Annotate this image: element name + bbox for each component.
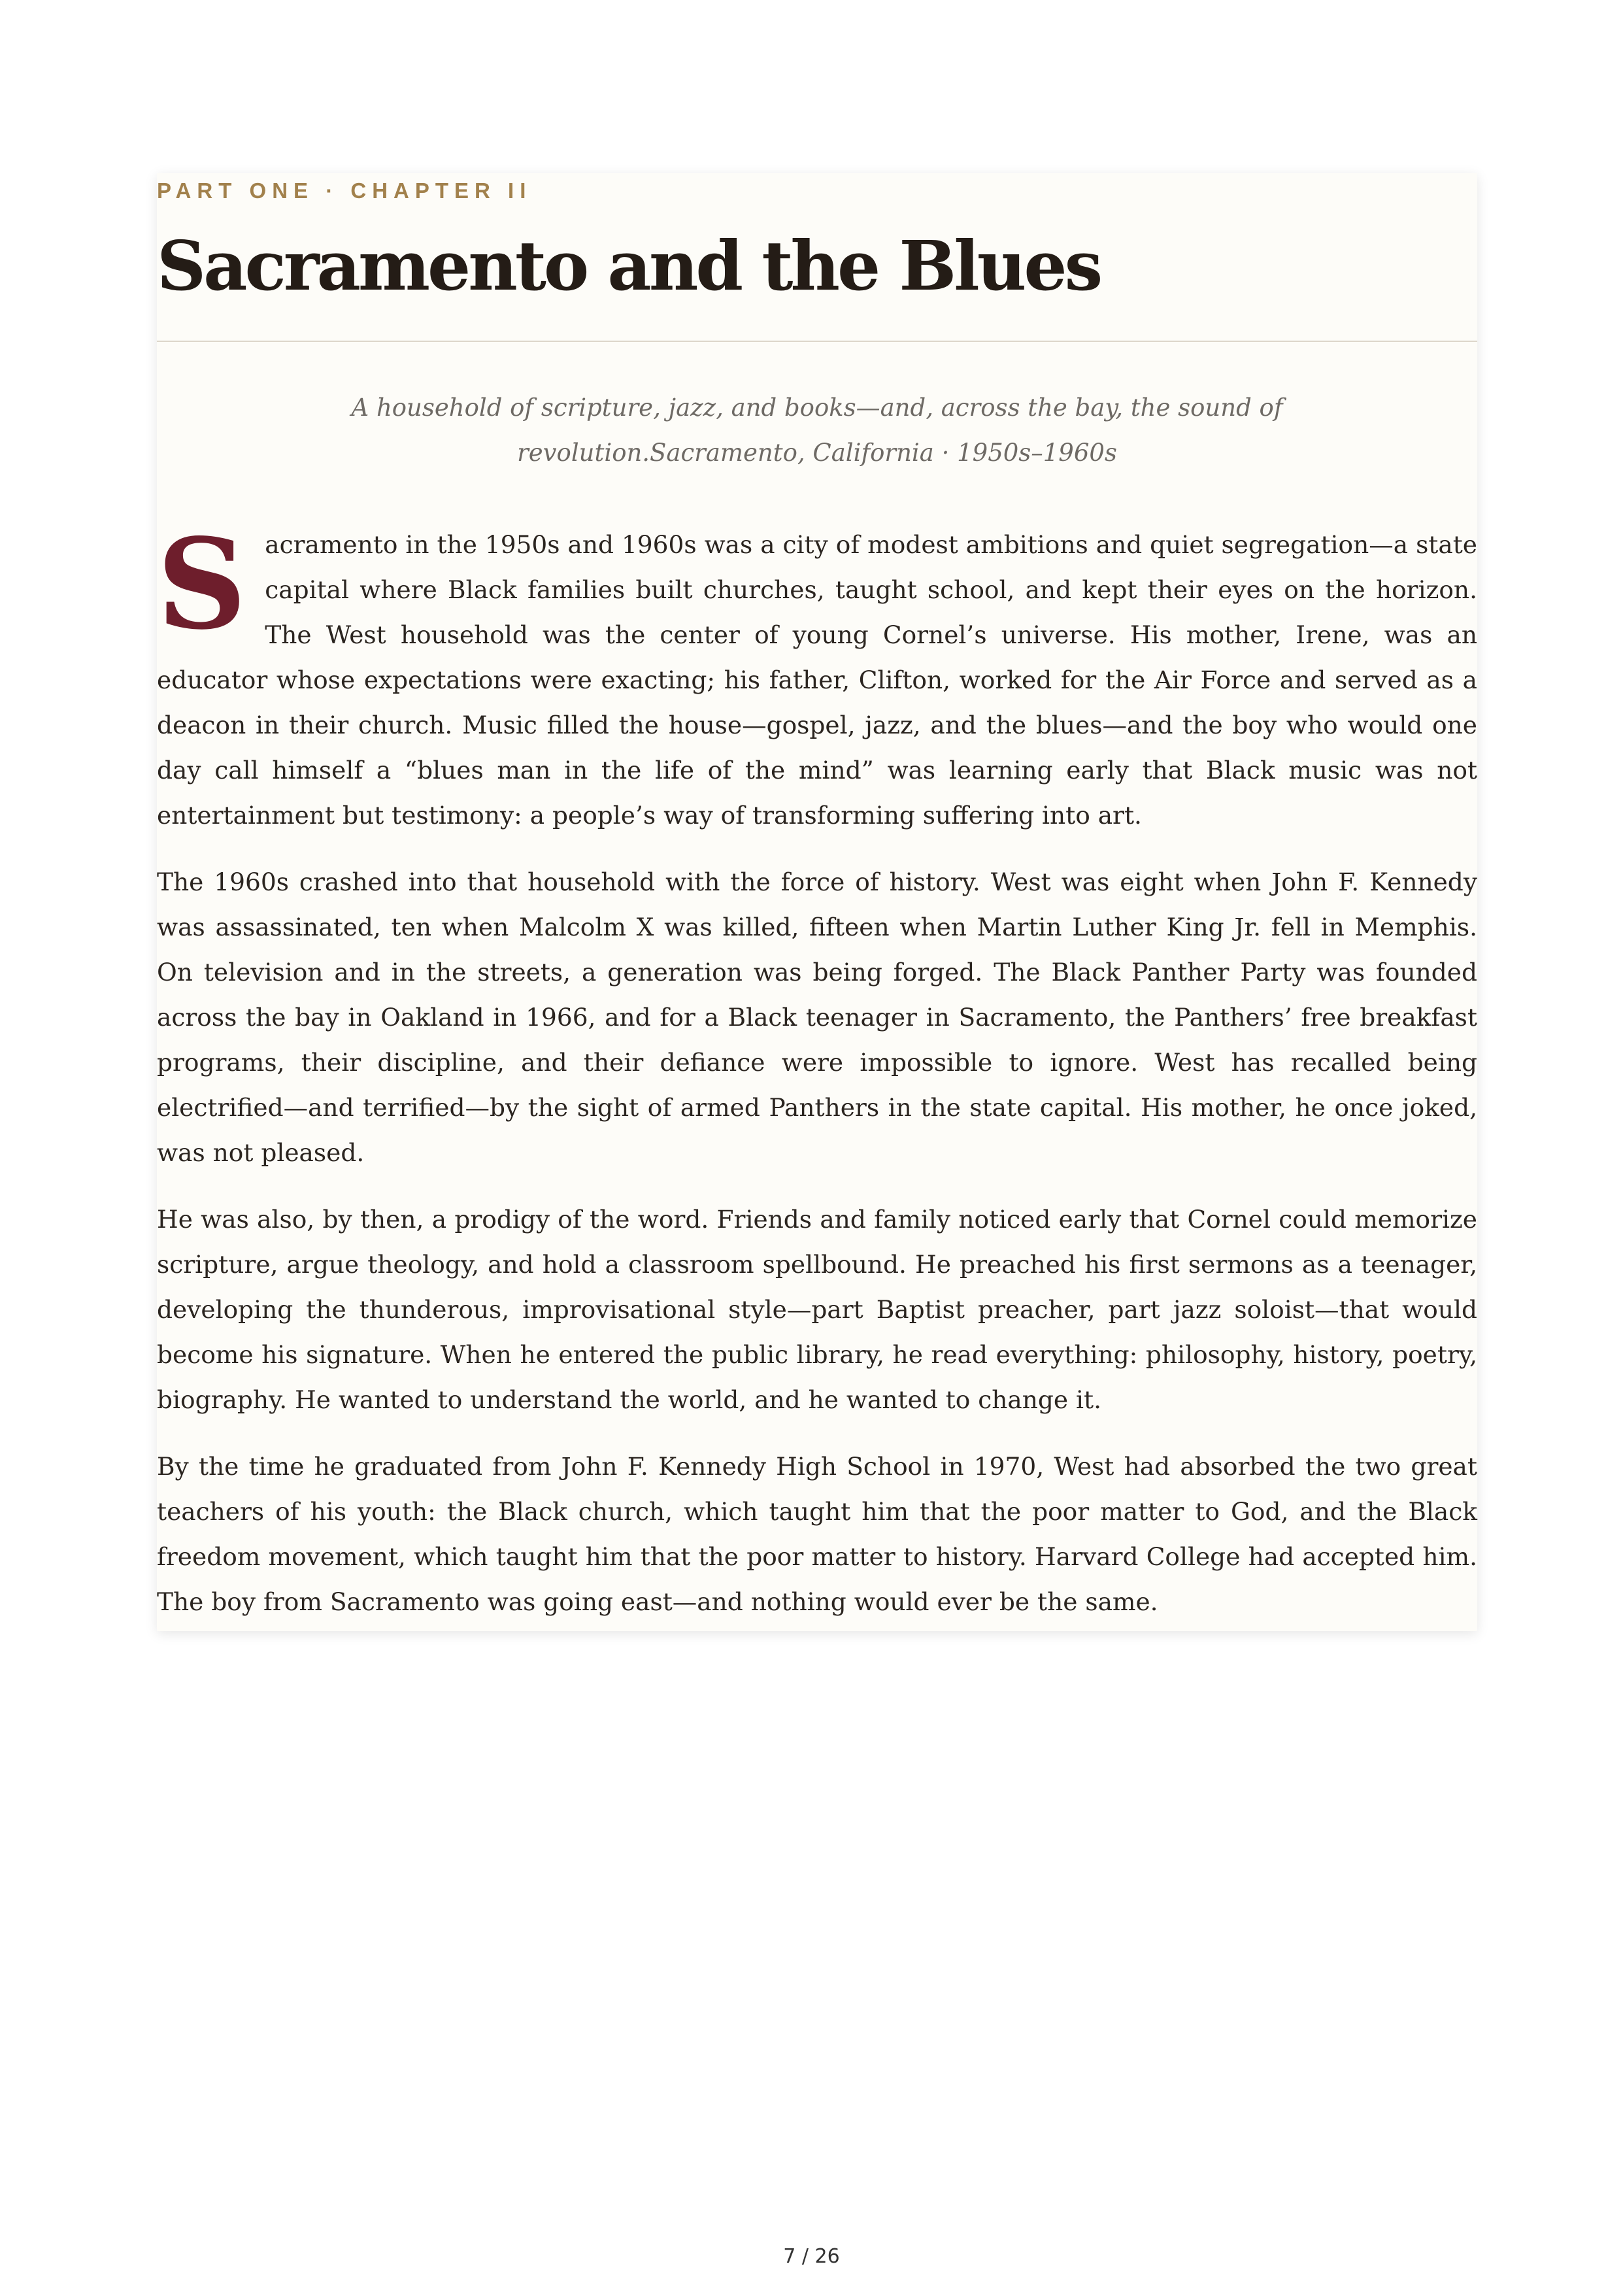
chapter-title: Sacramento and the Blues: [157, 226, 1101, 306]
paragraph-2: The 1960s crashed into that household with the force of history. West was eight when John F. Kennedy was assassinated, ten when Malcolm X was killed, fifteen when Martin Luther King Jr. fell in Memphis. On television and in the streets, a generation was being forged. The Black Panther Party was founded across the bay in Oakland in 1966, and for a Black teenager in Sacramento, the Panthers’ free breakfast programs, their discipline, and their defiance were impossible to ignore. West has recalled being electrified—and terrified—by the sight of armed Panthers in the state capital. His mother, he once joked, was not pleased.: [157, 868, 1477, 1167]
drop-cap: S: [157, 511, 247, 657]
page-number: 7 / 26: [783, 2245, 840, 2268]
paragraph-1-text: acramento in the 1950s and 1960s was a city of modest ambitions and quiet segregation—a state capital where Black families built churches, taught school, and kept their eyes on the horizon. The West household was the center of young Cornel’s universe. His mother, Irene, was an educator whose expectations were exacting; his father, Clifton, worked for the Air Force and served as a deacon in their church. Music filled the house—gospel, jazz, and the blues—and the boy who would one day call himself a “blues man in the life of the mind” was learning early that Black music was not entertainment but testimony: a people’s way of transforming suffering into art.: [157, 530, 1477, 830]
title-divider: [157, 341, 1477, 342]
paragraph-1: [157, 511, 1477, 838]
paragraph-4: By the time he graduated from John F. Kennedy High School in 1970, West had absorbed the two great teachers of his youth: the Black church, which taught him that the poor matter to God, and the Black freedom movement, which taught him that the poor matter to history. Harvard College had accepted him. The boy from Sacramento was going east—and nothing would ever be the same.: [157, 1452, 1477, 1616]
chapter-kicker: PART ONE · CHAPTER II: [157, 178, 532, 203]
chapter-epigraph: A household of scripture, jazz, and books—and, across the bay, the sound of revolution.Sacramento, California · 1950s–1960s: [351, 394, 1283, 467]
chapter-page: [157, 173, 1477, 1631]
paragraph-3: He was also, by then, a prodigy of the word. Friends and family noticed early that Cornel could memorize scripture, argue theology, and hold a classroom spellbound. He preached his first sermons as a teenager, developing the thunderous, improvisational style—part Baptist preacher, part jazz soloist—that would become his signature. When he entered the public library, he read everything: philosophy, history, poetry, biography. He wanted to understand the world, and he wanted to change it.: [157, 1205, 1477, 1414]
chapter-body: [157, 511, 1477, 1646]
